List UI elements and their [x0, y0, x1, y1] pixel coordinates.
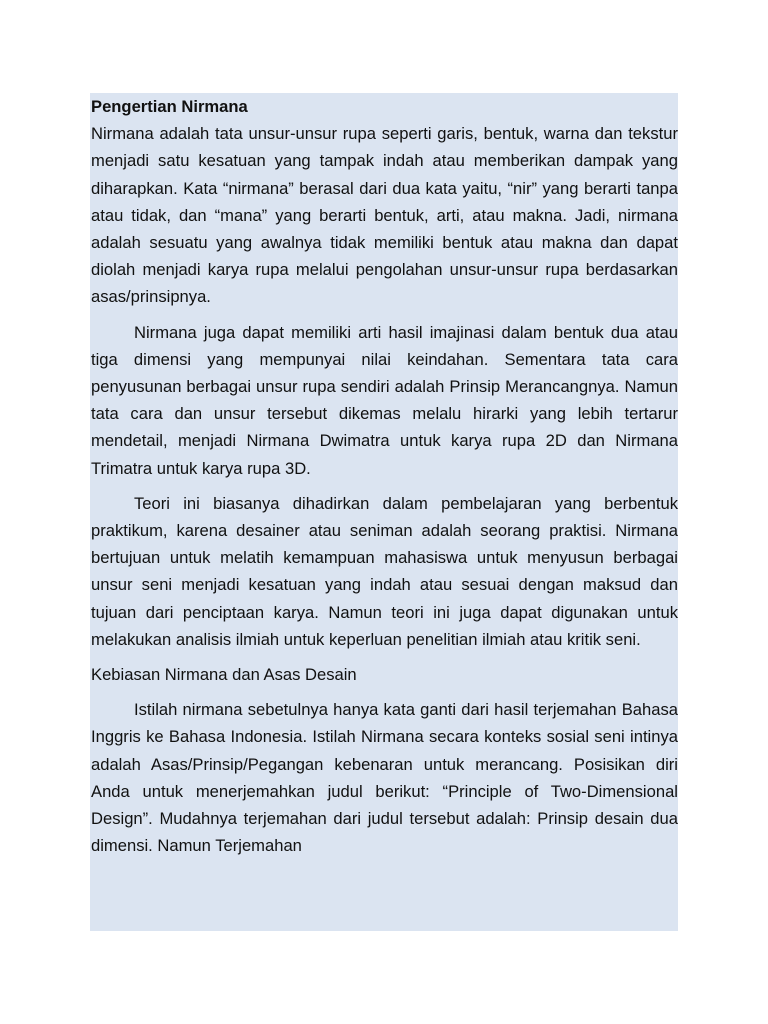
paragraph-gap	[91, 311, 678, 319]
paragraph-1: Nirmana adalah tata unsur-unsur rupa seperti garis, bentuk, warna dan tekstur menjadi satu kesatuan yang tampak indah atau memberikan dampak yang diharapkan. Kata “nirmana” berasal dari dua kata yaitu, “nir” yang berarti tanpa atau tidak, dan “mana” yang berarti bentuk, arti, atau makna. Jadi, nirmana adalah sesuatu yang awalnya tidak memiliki bentuk atau makna dan dapat diolah menjadi karya rupa melalui pengolahan unsur-unsur rupa berdasarkan asas/prinsipnya.	[91, 124, 678, 307]
paragraph-gap	[91, 653, 678, 661]
paragraph-4: Istilah nirmana sebetulnya hanya kata ganti dari hasil terjemahan Bahasa Inggris ke Bahasa Indonesia. Istilah Nirmana secara konteks sosial seni intinya adalah Asas/Prinsip/Pegangan kebenaran untuk merancang. Posisikan diri Anda untuk menerjemahkan judul berikut: “Principle of Two-Dimensional Design”. Mudahnya terjemahan dari judul tersebut adalah: Prinsip desain dua dimensi. Namun Terjemahan	[91, 700, 678, 856]
paragraph-3: Teori ini biasanya dihadirkan dalam pembelajaran yang berbentuk praktikum, karena desainer atau seniman adalah seorang praktisi. Nirmana bertujuan untuk melatih kemampuan mahasiswa untuk menyusun berbagai unsur seni menjadi kesatuan yang indah atau sesuai dengan maksud dan tujuan dari penciptaan karya. Namun teori ini juga dapat digunakan untuk melakukan analisis ilmiah untuk keperluan penelitian ilmiah atau kritik seni.	[91, 493, 678, 649]
paragraph-gap	[91, 482, 678, 490]
paragraph-2: Nirmana juga dapat memiliki arti hasil imajinasi dalam bentuk dua atau tiga dimensi yang mempunyai nilai keindahan. Sementara tata cara penyusunan berbagai unsur rupa sendiri adalah Prinsip Merancangnya. Namun tata cara dan unsur tersebut dikemas melalu hirarki yang lebih tertarur mendetail, menjadi Nirmana Dwimatra untuk karya rupa 2D dan Nirmana Trimatra untuk karya rupa 3D.	[91, 322, 678, 478]
document-page	[90, 93, 678, 931]
section-heading-kebiasan-nirmana: Kebiasan Nirmana dan Asas Desain	[91, 665, 357, 685]
paragraph-gap	[91, 688, 678, 696]
section-heading-pengertian-nirmana: Pengertian Nirmana	[91, 97, 248, 116]
